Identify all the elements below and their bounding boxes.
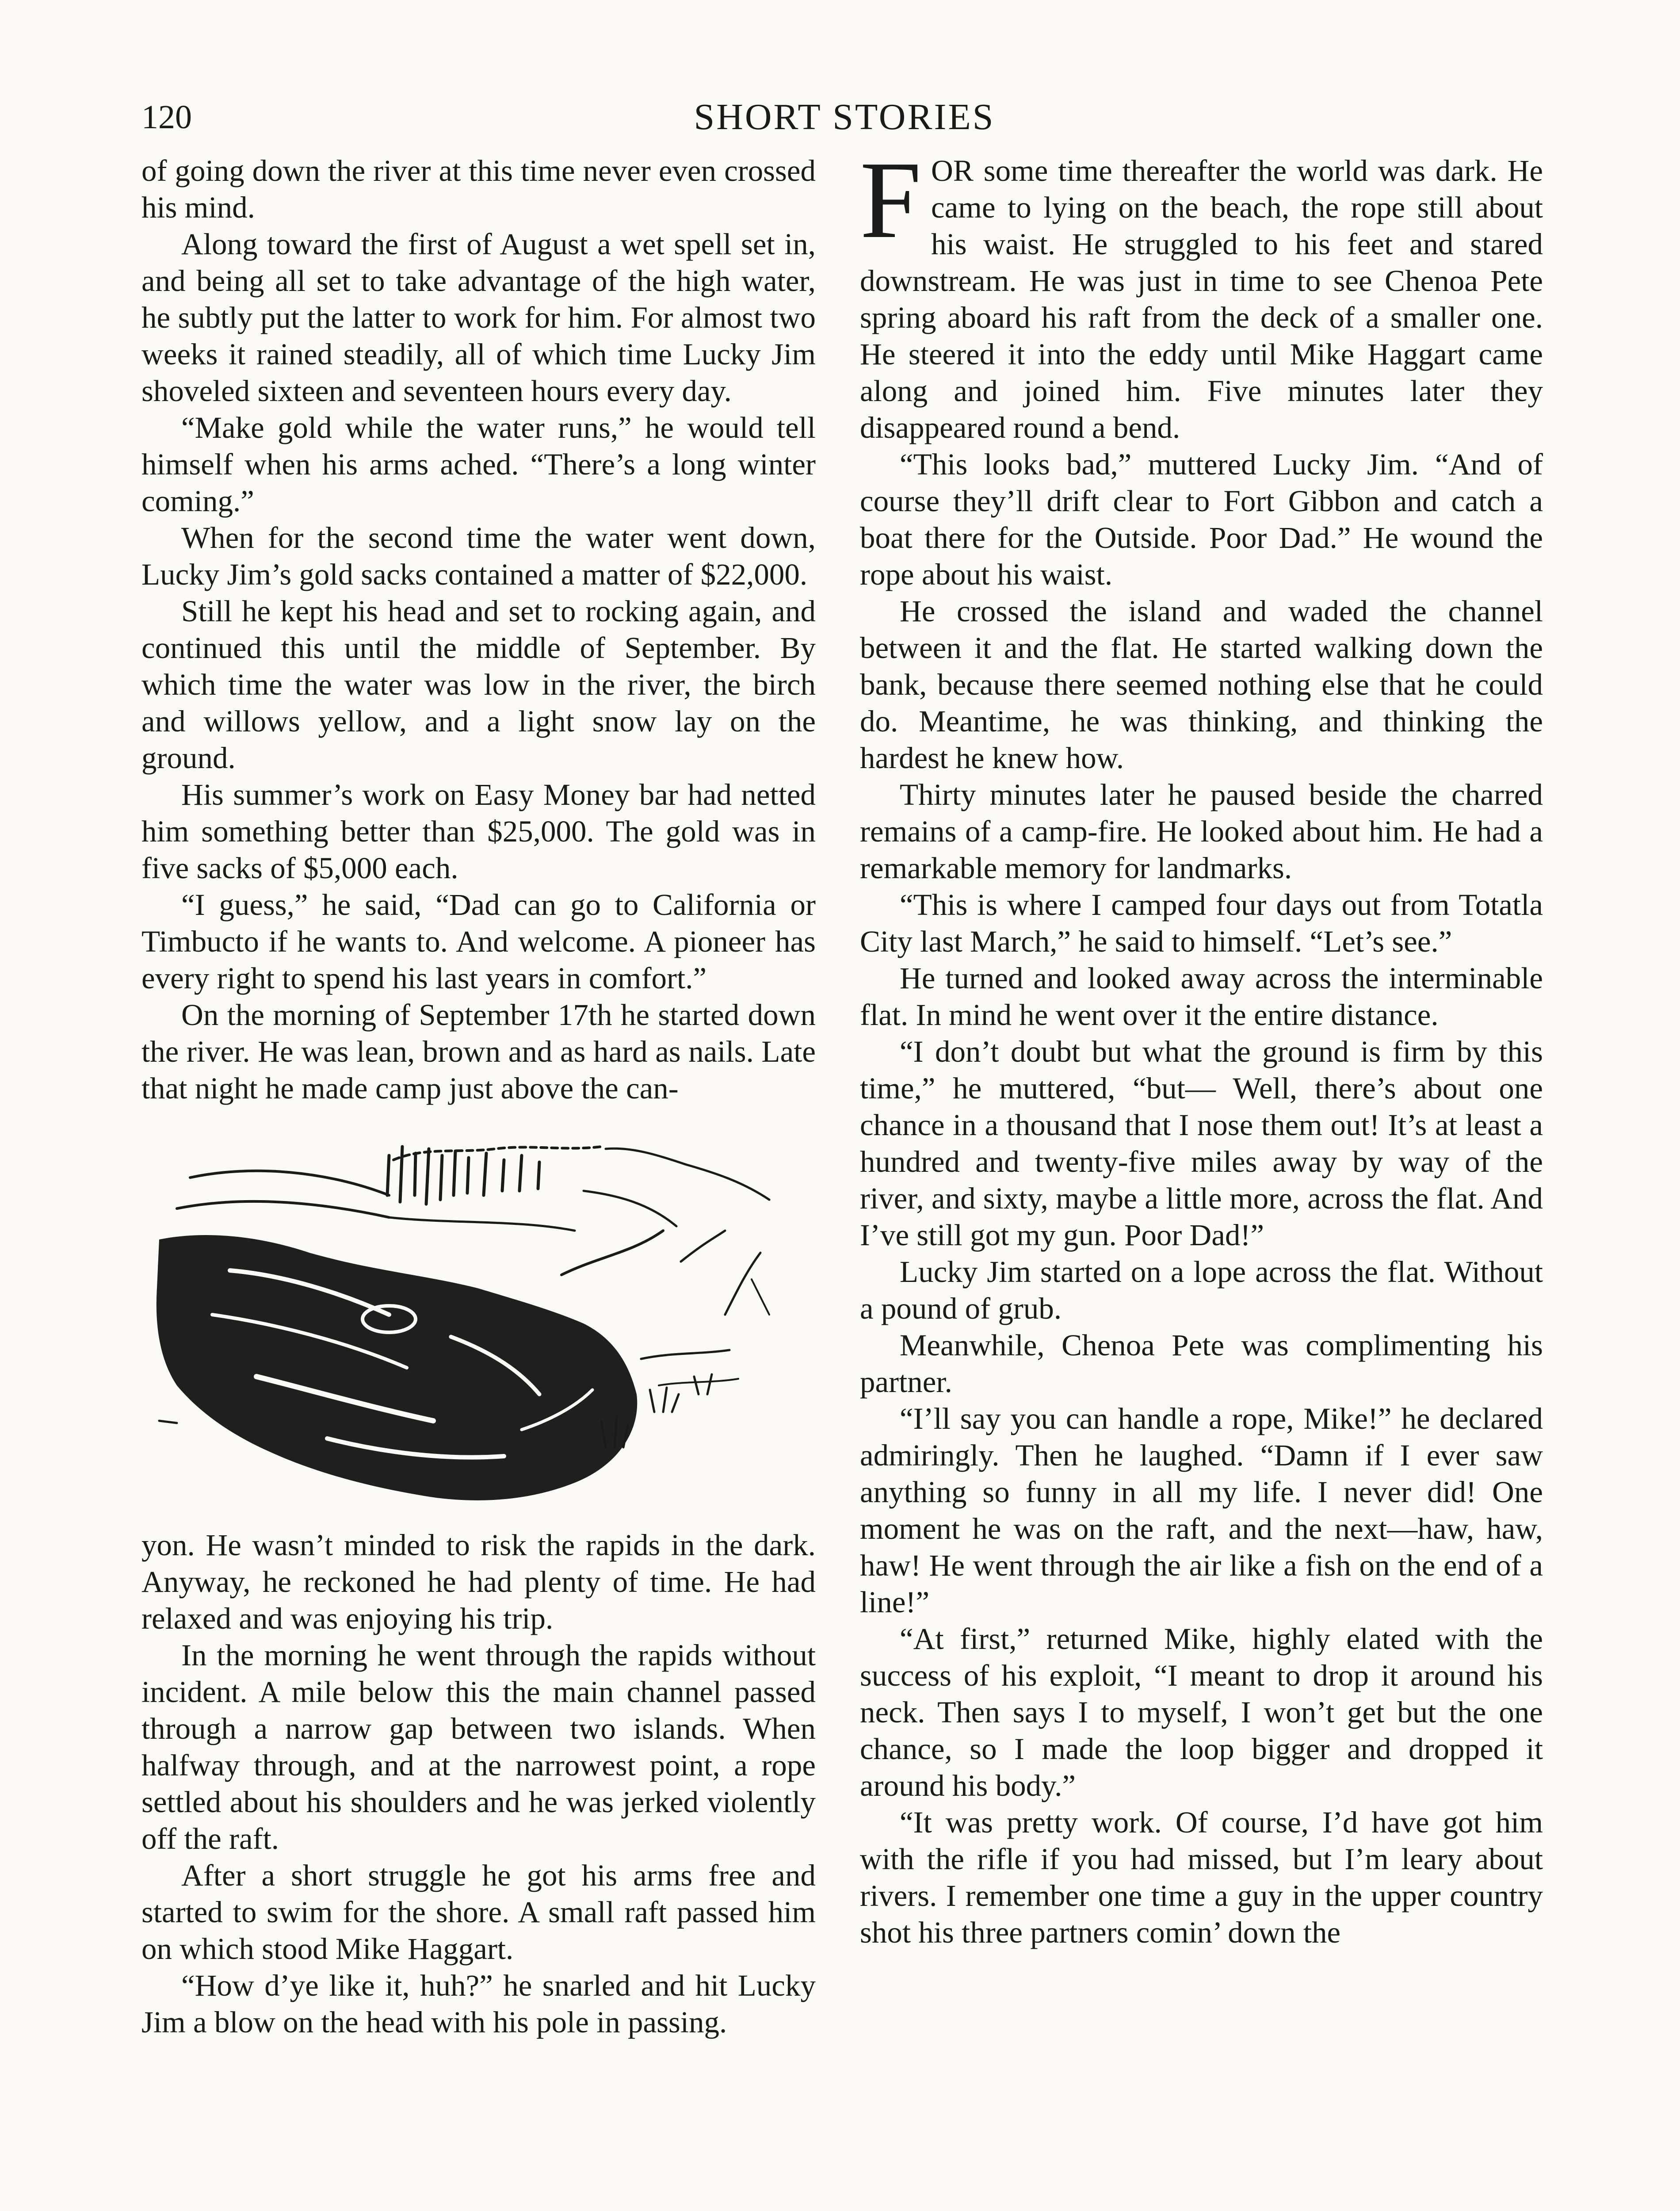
page-header: [141, 95, 1547, 144]
paragraph: “This is where I camped four days out from Totatla City last March,” he said to himself. “Let’s see.”: [860, 888, 1543, 958]
running-head: SHORT STORIES: [694, 96, 995, 138]
paragraph: of going down the river at this time never even crossed his mind.: [141, 154, 816, 224]
right-column: [860, 139, 1543, 1951]
paragraph: “How d’ye like it, huh?” he snarled and hit Lucky Jim a blow on the head with his pole in passing.: [141, 1969, 816, 2039]
paragraph: Thirty minutes later he paused beside the charred remains of a camp-fire. He looked about him. He had a remarkable memory for landmarks.: [860, 778, 1543, 885]
river-bank-illustration-icon: [141, 1129, 816, 1518]
page-number: 120: [141, 99, 192, 136]
paragraph: “Make gold while the water runs,” he would tell himself when his arms ached. “There’s a long winter coming.”: [141, 411, 816, 518]
paragraph: “I’ll say you can handle a rope, Mike!” he declared admiringly. Then he laughed. “Damn if I ever saw anything so funny in all my life. I never did! One moment he was on the raft, and the next—haw, haw, haw! He went through the air like a fish on the end of a line!”: [860, 1402, 1543, 1619]
paragraph: On the morning of September 17th he started down the river. He was lean, brown and as hard as nails. Late that night he made camp just above the can-: [141, 998, 816, 1105]
opening-paragraph-text: OR some time thereafter the world was dark. He came to lying on the beach, the rope still about his waist. He struggled to his feet and stared downstream. He was just in time to see Chenoa Pete spring aboard his raft from the deck of a smaller one. He steered it into the eddy until Mike Haggart came along and joined him. Five minutes later they disappeared round a bend.: [860, 154, 1543, 444]
paragraph: yon. He wasn’t minded to risk the rapids in the dark. Anyway, he reckoned he had plenty of time. He had relaxed and was enjoying his trip.: [141, 1528, 816, 1635]
paragraph: He turned and looked away across the interminable flat. In mind he went over it the entire distance.: [860, 961, 1543, 1032]
paragraph: He crossed the island and waded the channel between it and the flat. He started walking down the bank, because there seemed nothing else that he could do. Meantime, he was thinking, and thinking the hardest he knew how.: [860, 594, 1543, 775]
paragraph: When for the second time the water went down, Lucky Jim’s gold sacks contained a matter of $22,000.: [141, 521, 816, 591]
paragraph: “It was pretty work. Of course, I’d have got him with the rifle if you had missed, but I’m leary about rivers. I remember one time a guy in the upper country shot his three partners comin’ down the: [860, 1806, 1543, 1949]
paragraph: His summer’s work on Easy Money bar had netted him something better than $25,000. The gold was in five sacks of $5,000 each.: [141, 778, 816, 885]
paragraph: Lucky Jim started on a lope across the flat. Without a pound of grub.: [860, 1255, 1543, 1325]
paragraph: After a short struggle he got his arms free and started to swim for the shore. A small raft passed him on which stood Mike Haggart.: [141, 1859, 816, 1966]
paragraph: “I don’t doubt but what the ground is firm by this time,” he muttered, “but— Well, there’s about one chance in a thousand that I nose them out! It’s at least a hundred and twenty-five miles away by way of the river, and sixty, maybe a little more, across the flat. And I’ve still got my gun. Poor Dad!”: [860, 1035, 1543, 1252]
paragraph: Meanwhile, Chenoa Pete was complimenting his partner.: [860, 1328, 1543, 1399]
drop-cap: F: [860, 139, 922, 261]
paragraph: Along toward the first of August a wet spell set in, and being all set to take advantage of the high water, he subtly put the latter to work for him. For almost two weeks it rained steadily, all of which time Lucky Jim shoveled sixteen and seventeen hours every day.: [141, 227, 816, 408]
paragraph: “I guess,” he said, “Dad can go to California or Timbucto if he wants to. And welcome. A pioneer has every right to spend his last years in comfort.”: [141, 888, 816, 995]
left-column: [141, 153, 816, 2041]
paragraph: “At first,” returned Mike, highly elated with the success of his exploit, “I meant to drop it around his neck. Then says I to myself, I won’t get but the one chance, so I made the loop bigger and dropped it around his body.”: [860, 1622, 1543, 1802]
paragraph: In the morning he went through the rapids without incident. A mile below this the main channel passed through a narrow gap between two islands. When halfway through, and at the narrowest point, a rope settled about his shoulders and he was jerked violently off the raft.: [141, 1638, 816, 1855]
opening-paragraph: [860, 139, 1543, 446]
paragraph: Still he kept his head and set to rocking again, and continued this until the middle of September. By which time the water was low in the river, the birch and willows yellow, and a light snow lay on the ground.: [141, 594, 816, 775]
paragraph: “This looks bad,” muttered Lucky Jim. “And of course they’ll drift clear to Fort Gibbon and catch a boat there for the Outside. Poor Dad.” He wound the rope about his waist.: [860, 448, 1543, 591]
